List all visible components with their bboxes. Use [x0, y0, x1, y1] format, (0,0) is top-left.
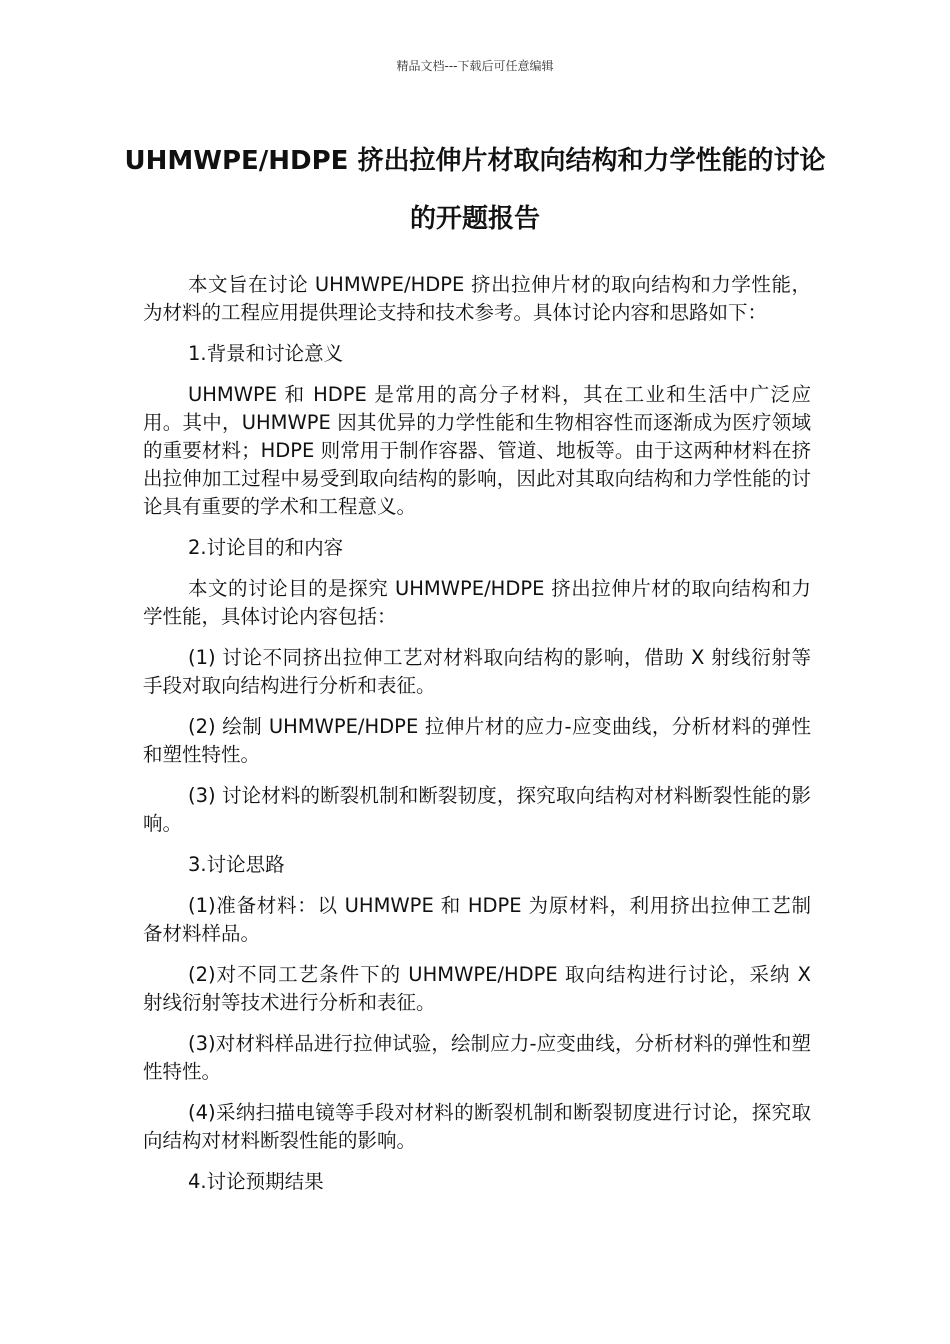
section-heading-expected-results: 4.讨论预期结果 [188, 1170, 324, 1193]
background-paragraph: UHMWPE 和 HDPE 是常用的高分子材料，其在工业和生活中广泛应用。其中，UHMWPE 因其优异的力学性能和生物相容性而逐渐成为医疗领域的重要材料；HDPE 则常用于制作容器、管道、地板等。由于这两种材料在挤出拉伸加工过程中易受到取向结构的影响，因此对其取向结构和力学性能的讨论具有重要的学术和工程意义。 [143, 383, 811, 518]
purpose-item-2: (2) 绘制 UHMWPE/HDPE 拉伸片材的应力-应变曲线，分析材料的弹性和塑性特性。 [143, 715, 811, 766]
intro-paragraph: 本文旨在讨论 UHMWPE/HDPE 挤出拉伸片材的取向结构和力学性能，为材料的工程应用提供理论支持和技术参考。具体讨论内容和思路如下： [143, 273, 811, 324]
approach-item-1: (1)准备材料：以 UHMWPE 和 HDPE 为原材料，利用挤出拉伸工艺制备材料样品。 [143, 894, 811, 945]
approach-item-3: (3)对材料样品进行拉伸试验，绘制应力-应变曲线，分析材料的弹性和塑性特性。 [143, 1032, 811, 1083]
section-heading-background: 1.背景和讨论意义 [188, 342, 344, 365]
purpose-item-1: (1) 讨论不同挤出拉伸工艺对材料取向结构的影响，借助 X 射线衍射等手段对取向结构进行分析和表征。 [143, 646, 811, 697]
approach-item-4: (4)采纳扫描电镜等手段对材料的断裂机制和断裂韧度进行讨论，探究取向结构对材料断裂性能的影响。 [143, 1101, 811, 1152]
section-heading-approach: 3.讨论思路 [188, 853, 285, 876]
purpose-paragraph: 本文的讨论目的是探究 UHMWPE/HDPE 挤出拉伸片材的取向结构和力学性能，具体讨论内容包括： [143, 577, 811, 628]
approach-item-2: (2)对不同工艺条件下的 UHMWPE/HDPE 取向结构进行讨论，采纳 X 射线衍射等技术进行分析和表征。 [143, 963, 811, 1014]
section-heading-purpose: 2.讨论目的和内容 [188, 536, 344, 559]
document-title: UHMWPE/HDPE 挤出拉伸片材取向结构和力学性能的讨论的开题报告 [124, 146, 826, 234]
document-body [143, 271, 811, 1209]
purpose-item-3: (3) 讨论材料的断裂机制和断裂韧度，探究取向结构对材料断裂性能的影响。 [143, 784, 811, 835]
header-note: 精品文档---下载后可任意编辑 [396, 59, 554, 73]
